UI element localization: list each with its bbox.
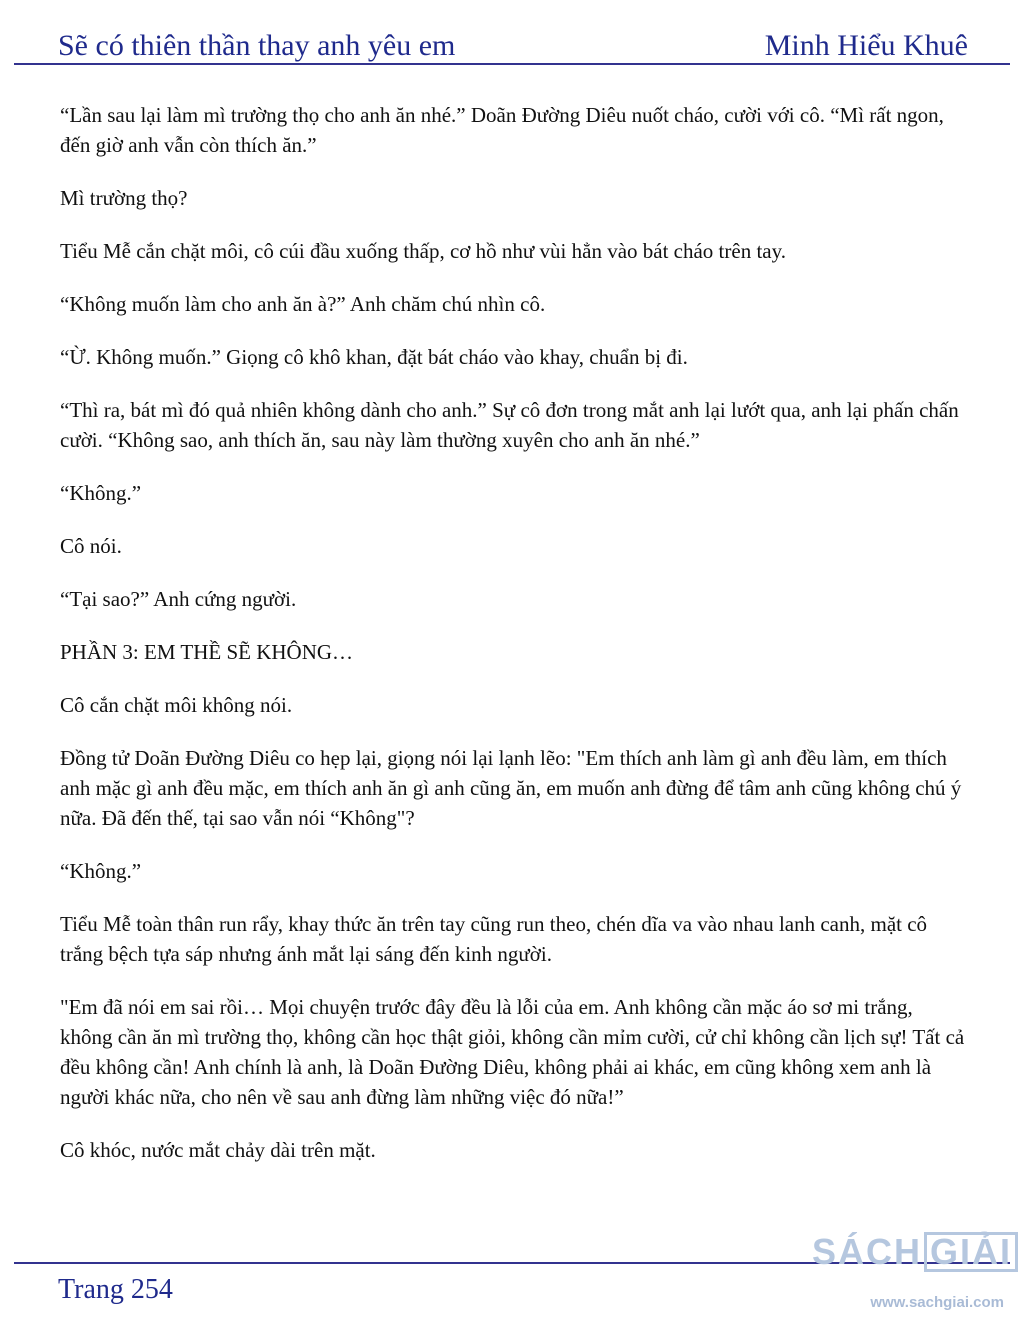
paragraph: Cô nói.: [60, 534, 122, 558]
paragraph: Đồng tử Doãn Đường Diêu co hẹp lại, giọng nói lại lạnh lẽo: "Em thích anh làm gì anh đều làm, em thích anh mặc gì anh đều mặc, em thích anh ăn gì anh cũng ăn, em muốn anh đừng để tâm anh cũng không chú ý nữa. Đã đến thế, tại sao vẫn nói “Không"?: [60, 746, 962, 830]
footer-divider: [14, 1262, 1010, 1264]
page-number: Trang 254: [58, 1274, 173, 1305]
watermark-text-right: GIẢI: [924, 1232, 1018, 1272]
paragraph: “Không muốn làm cho anh ăn à?” Anh chăm chú nhìn cô.: [60, 292, 546, 316]
watermark-text-left: SÁCH: [811, 1231, 922, 1272]
paragraph: “Không.”: [60, 859, 142, 883]
paragraph: “Ừ. Không muốn.” Giọng cô khô khan, đặt bát cháo vào khay, chuẩn bị đi.: [60, 345, 688, 369]
watermark-logo: [808, 1224, 1018, 1320]
paragraph: “Tại sao?” Anh cứng người.: [60, 587, 297, 611]
paragraph: Tiểu Mễ cắn chặt môi, cô cúi đầu xuống thấp, cơ hồ như vùi hẳn vào bát cháo trên tay.: [60, 239, 786, 263]
paragraph: "Em đã nói em sai rồi… Mọi chuyện trước đây đều là lỗi của em. Anh không cần mặc áo sơ mi trắng, không cần ăn mì trường thọ, không cần học thật giỏi, không cần mỉm cười, cử chỉ không cần lịch sự! Tất cả đều không cần! Anh chính là anh, là Doãn Đường Diêu, không phải ai khác, em cũng không xem anh là người khác nữa, cho nên về sau anh đừng làm những việc đó nữa!”: [60, 995, 965, 1109]
book-title: Sẽ có thiên thần thay anh yêu em: [58, 29, 456, 62]
page-body: [60, 100, 965, 1188]
section-heading: PHẦN 3: EM THỀ SẼ KHÔNG…: [60, 640, 354, 664]
paragraph: “Lần sau lại làm mì trường thọ cho anh ăn nhé.” Doãn Đường Diêu nuốt cháo, cười với cô. “Mì rất ngon, đến giờ anh vẫn còn thích ăn.”: [60, 103, 944, 157]
paragraph: Mì trường thọ?: [60, 186, 188, 210]
watermark-url: www.sachgiai.com: [870, 1294, 1004, 1311]
page-header: [58, 24, 968, 64]
paragraph: “Thì ra, bát mì đó quả nhiên không dành cho anh.” Sự cô đơn trong mắt anh lại lướt qua, anh lại phấn chấn cười. “Không sao, anh thích ăn, sau này làm thường xuyên cho anh ăn nhé.”: [60, 398, 959, 452]
author-name: Minh Hiểu Khuê: [764, 29, 968, 62]
paragraph: Cô khóc, nước mắt chảy dài trên mặt.: [60, 1138, 376, 1162]
watermark-brand: [812, 1232, 1018, 1272]
paragraph: “Không.”: [60, 481, 142, 505]
paragraph: Tiểu Mễ toàn thân run rẩy, khay thức ăn trên tay cũng run theo, chén dĩa va vào nhau lanh canh, mặt cô trắng bệch tựa sáp nhưng ánh mắt lại sáng đến kinh người.: [60, 912, 928, 966]
header-divider: [14, 63, 1010, 65]
paragraph: Cô cắn chặt môi không nói.: [60, 693, 293, 717]
